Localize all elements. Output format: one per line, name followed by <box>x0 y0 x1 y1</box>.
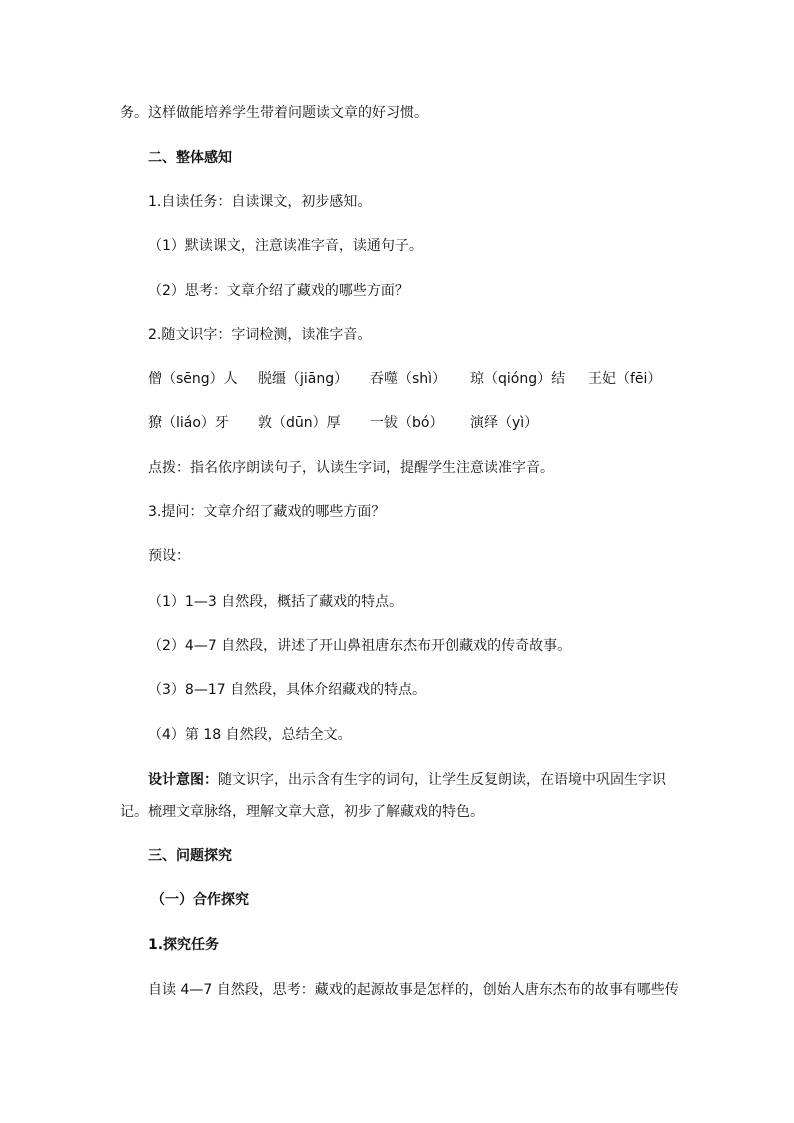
section-heading-problem-exploration: 三、问题探究 <box>148 848 232 864</box>
list-subitem-thinking: （2）思考：文章介绍了藏戏的哪些方面？ <box>148 283 409 299</box>
paragraph-continuation: 务。这样做能培养学生带着问题读文章的好习惯。 <box>120 105 428 121</box>
list-item-word-recognition: 2.随文识字：字词检测，读准字音。 <box>148 327 372 343</box>
preset-item: （2）4—7 自然段，讲述了开山鼻祖唐东杰布开创藏戏的传奇故事。 <box>148 638 572 654</box>
design-intent-label: 设计意图： <box>148 772 218 788</box>
list-item-self-reading: 1.自读任务：自读课文，初步感知。 <box>148 194 372 210</box>
word-item: 脱缰（jiāng） <box>258 371 349 387</box>
preset-item: （4）第 18 自然段，总结全文。 <box>148 727 352 743</box>
design-intent-line-1 <box>148 770 666 790</box>
word-item: 琼（qióng）结 <box>470 371 566 387</box>
word-item: 僧（sēng）人 <box>148 371 238 387</box>
subsection-heading-exploration-task: 1.探究任务 <box>148 937 220 953</box>
design-intent-text: 随文识字，出示含有生字的词句，让学生反复朗读，在语境中巩固生字识 <box>218 772 666 788</box>
word-item: 獠（liáo）牙 <box>148 415 229 431</box>
section-heading-overall-perception: 二、整体感知 <box>148 150 232 166</box>
subsection-heading-cooperative-exploration: （一）合作探究 <box>151 892 249 908</box>
word-item: 一钹（bó） <box>370 415 444 431</box>
preset-item: （1）1—3 自然段，概括了藏戏的特点。 <box>148 594 404 610</box>
list-subitem-silent-reading: （1）默读课文，注意读准字音，读通句子。 <box>148 238 423 254</box>
preset-item: （3）8—17 自然段，具体介绍藏戏的特点。 <box>148 682 427 698</box>
word-item: 吞噬（shì） <box>370 371 447 387</box>
task-description: 自读 4—7 自然段，思考：藏戏的起源故事是怎样的，创始人唐东杰布的故事有哪些传 <box>148 982 679 998</box>
word-item: 演绎（yì） <box>470 415 539 431</box>
word-item: 王妃（fēi） <box>588 371 662 387</box>
word-item: 敦（dūn）厚 <box>258 415 341 431</box>
list-item-question: 3.提问：文章介绍了藏戏的哪些方面？ <box>148 504 386 520</box>
preset-label: 预设： <box>148 548 190 564</box>
teaching-tip: 点拨：指名依序朗读句子，认读生字词，提醒学生注意读准字音。 <box>148 460 554 476</box>
design-intent-line-2: 记。梳理文章脉络，理解文章大意，初步了解藏戏的特色。 <box>120 804 484 820</box>
